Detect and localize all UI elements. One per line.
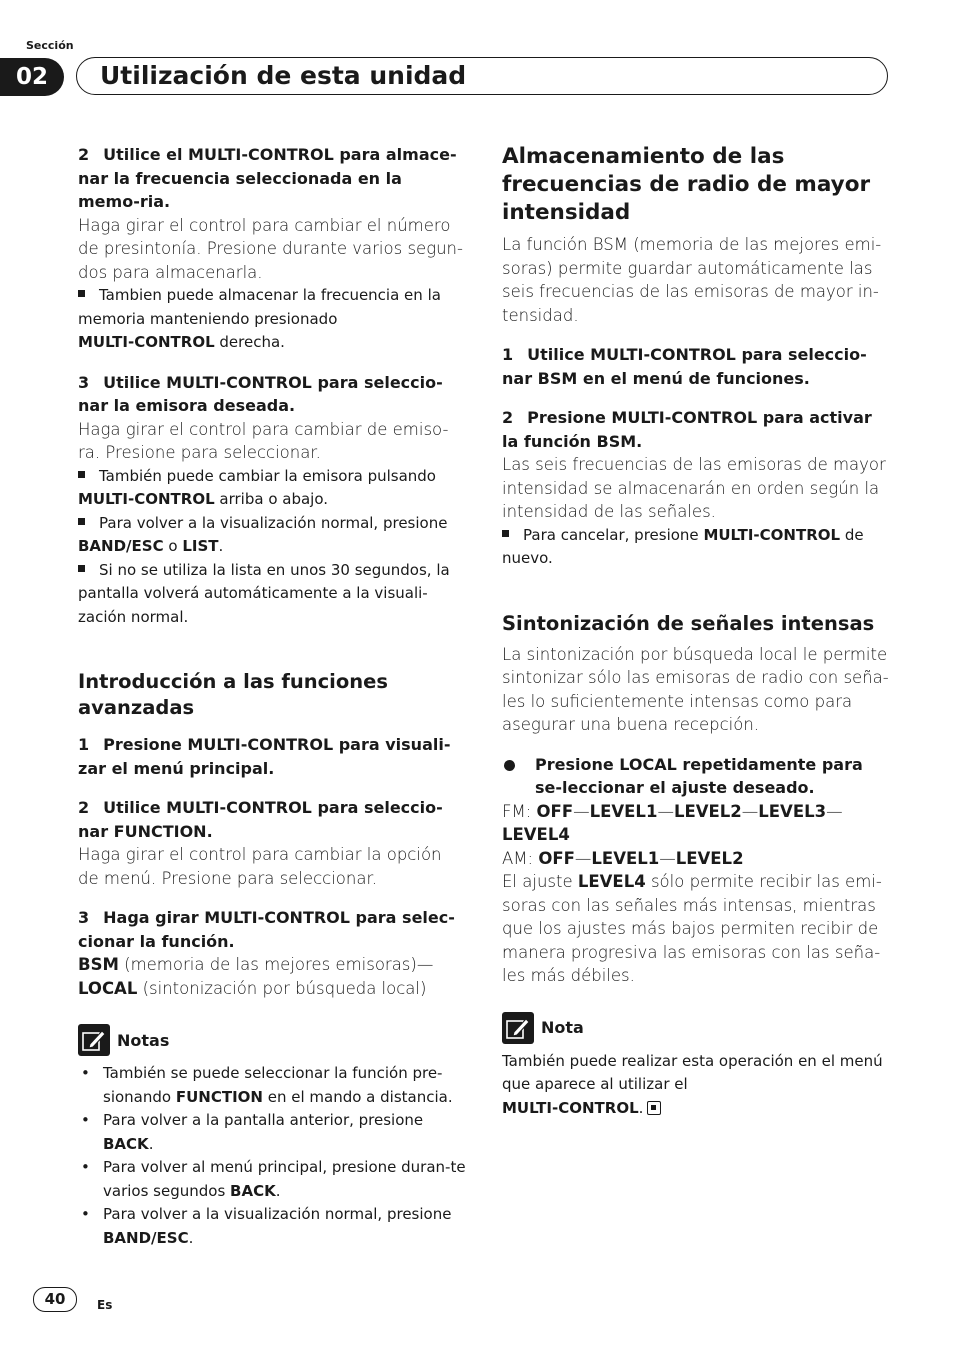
notes-header — [78, 1024, 466, 1056]
language-code: Es — [97, 1298, 113, 1312]
step-3-note-2: Para volver a la visualización normal, presione BAND/ESC o LIST. — [78, 513, 448, 555]
bsm-step-1: 1 Utilice MULTI-CONTROL para seleccio-nar BSM en el menú de funciones. — [502, 345, 867, 388]
intro-step-2: 2 Utilice MULTI-CONTROL para seleccio-nar FUNCTION. — [78, 798, 443, 841]
local-level4-desc: El ajuste LEVEL4 sólo permite recibir las emi-soras con las señales más intensas, mientras que los ajustes más bajos permiten recibir de manera progresiva las emisoras con las seña-les más débiles. — [502, 872, 882, 985]
local-fm-levels: FM: OFF—LEVEL1—LEVEL2—LEVEL3— LEVEL4 — [502, 801, 843, 844]
bsm-intro: La función BSM (memoria de las mejores emi-soras) permite guardar automáticamente las seis frecuencias de las emisoras de mayor in-tensidad. — [502, 235, 882, 325]
square-bullet-icon — [78, 471, 85, 478]
intro-step-1: 1 Presione MULTI-CONTROL para visuali-zar el menú principal. — [78, 735, 451, 778]
bsm-note: Para cancelar, presione MULTI-CONTROL de nuevo. — [502, 525, 864, 567]
square-bullet-icon — [78, 518, 85, 525]
end-of-section-icon — [647, 1101, 661, 1115]
step-3-select: 3 Utilice MULTI-CONTROL para seleccio-nar la emisora deseada. — [78, 372, 443, 415]
section-label: Sección — [26, 39, 74, 52]
step-3-note-1: También puede cambiar la emisora pulsando MULTI-CONTROL arriba o abajo. — [78, 466, 436, 508]
intro-step-2-body: Haga girar el control para cambiar la opción de menú. Presione para seleccionar. — [78, 845, 442, 888]
intro-heading: Introducción a las funciones avanzadas — [78, 670, 388, 719]
step-2-store: 2 Utilice el MULTI-CONTROL para almace-nar la frecuencia seleccionada en la memo-ria. — [78, 145, 457, 211]
intro-local-option: LOCAL (sintonización por búsqueda local) — [78, 978, 427, 998]
list-item: • También se puede seleccionar la función pre-sionando FUNCTION en el mando a distancia. — [78, 1062, 466, 1109]
list-item: • Para volver al menú principal, presione duran-te varios segundos BACK. — [78, 1156, 466, 1203]
intro-step-3: 3 Haga girar MULTI-CONTROL para selec-cionar la función. — [78, 908, 455, 951]
step-3-note-3: Si no se utiliza la lista en unos 30 segundos, la pantalla volverá automáticamente a la visuali-zación normal. — [78, 560, 450, 626]
step-2-body: Haga girar el control para cambiar el número de presintonía. Presione durante varios segun-dos para almacenarla. — [78, 215, 463, 282]
bsm-heading: Almacenamiento de las frecuencias de radio de mayor intensidad — [502, 144, 871, 225]
right-column — [502, 143, 892, 1120]
square-bullet-icon — [78, 565, 85, 572]
bsm-step-2: 2 Presione MULTI-CONTROL para activar la función BSM. — [502, 408, 872, 451]
notes-label: Notas — [117, 1030, 170, 1050]
square-bullet-icon — [78, 290, 85, 297]
local-heading: Sintonización de señales intensas — [502, 611, 875, 635]
local-step: Presione LOCAL repetidamente para se-leccionar el ajuste deseado. — [502, 753, 892, 800]
pencil-note-icon — [78, 1024, 110, 1056]
intro-bsm-option: BSM (memoria de las mejores emisoras)— — [78, 955, 434, 974]
left-column — [78, 143, 466, 1250]
step-3-body: Haga girar el control para cambiar de emiso-ra. Presione para seleccionar. — [78, 419, 449, 462]
note-text: También puede realizar esta operación en el menú que aparece al utilizar el MULTI-CONTROL. — [502, 1051, 883, 1117]
local-intro: La sintonización por búsqueda local le permite sintonizar sólo las emisoras de radio con seña-les lo suficientemente intensas como para asegurar una buena recepción. — [502, 644, 889, 734]
section-number-tab: 02 — [0, 58, 64, 96]
note-label: Nota — [541, 1018, 584, 1037]
notes-list — [78, 1062, 466, 1250]
bsm-step-2-body: Las seis frecuencias de las emisoras de mayor intensidad se almacenarán en orden según la intensidad de las señales. — [502, 455, 886, 521]
local-am-levels: AM: OFF—LEVEL1—LEVEL2 — [502, 848, 744, 868]
note-header — [502, 1012, 892, 1044]
step-2-note: Tambien puede almacenar la frecuencia en la memoria manteniendo presionado MULTI-CONTROL derecha. — [78, 286, 441, 351]
page-number: 40 — [33, 1287, 77, 1312]
list-item: • Para volver a la pantalla anterior, presione BACK. — [78, 1109, 466, 1156]
square-bullet-icon — [502, 530, 509, 537]
page-title: Utilización de esta unidad — [100, 61, 467, 90]
pencil-note-icon — [502, 1012, 534, 1044]
list-item: • Para volver a la visualización normal, presione BAND/ESC. — [78, 1203, 466, 1250]
